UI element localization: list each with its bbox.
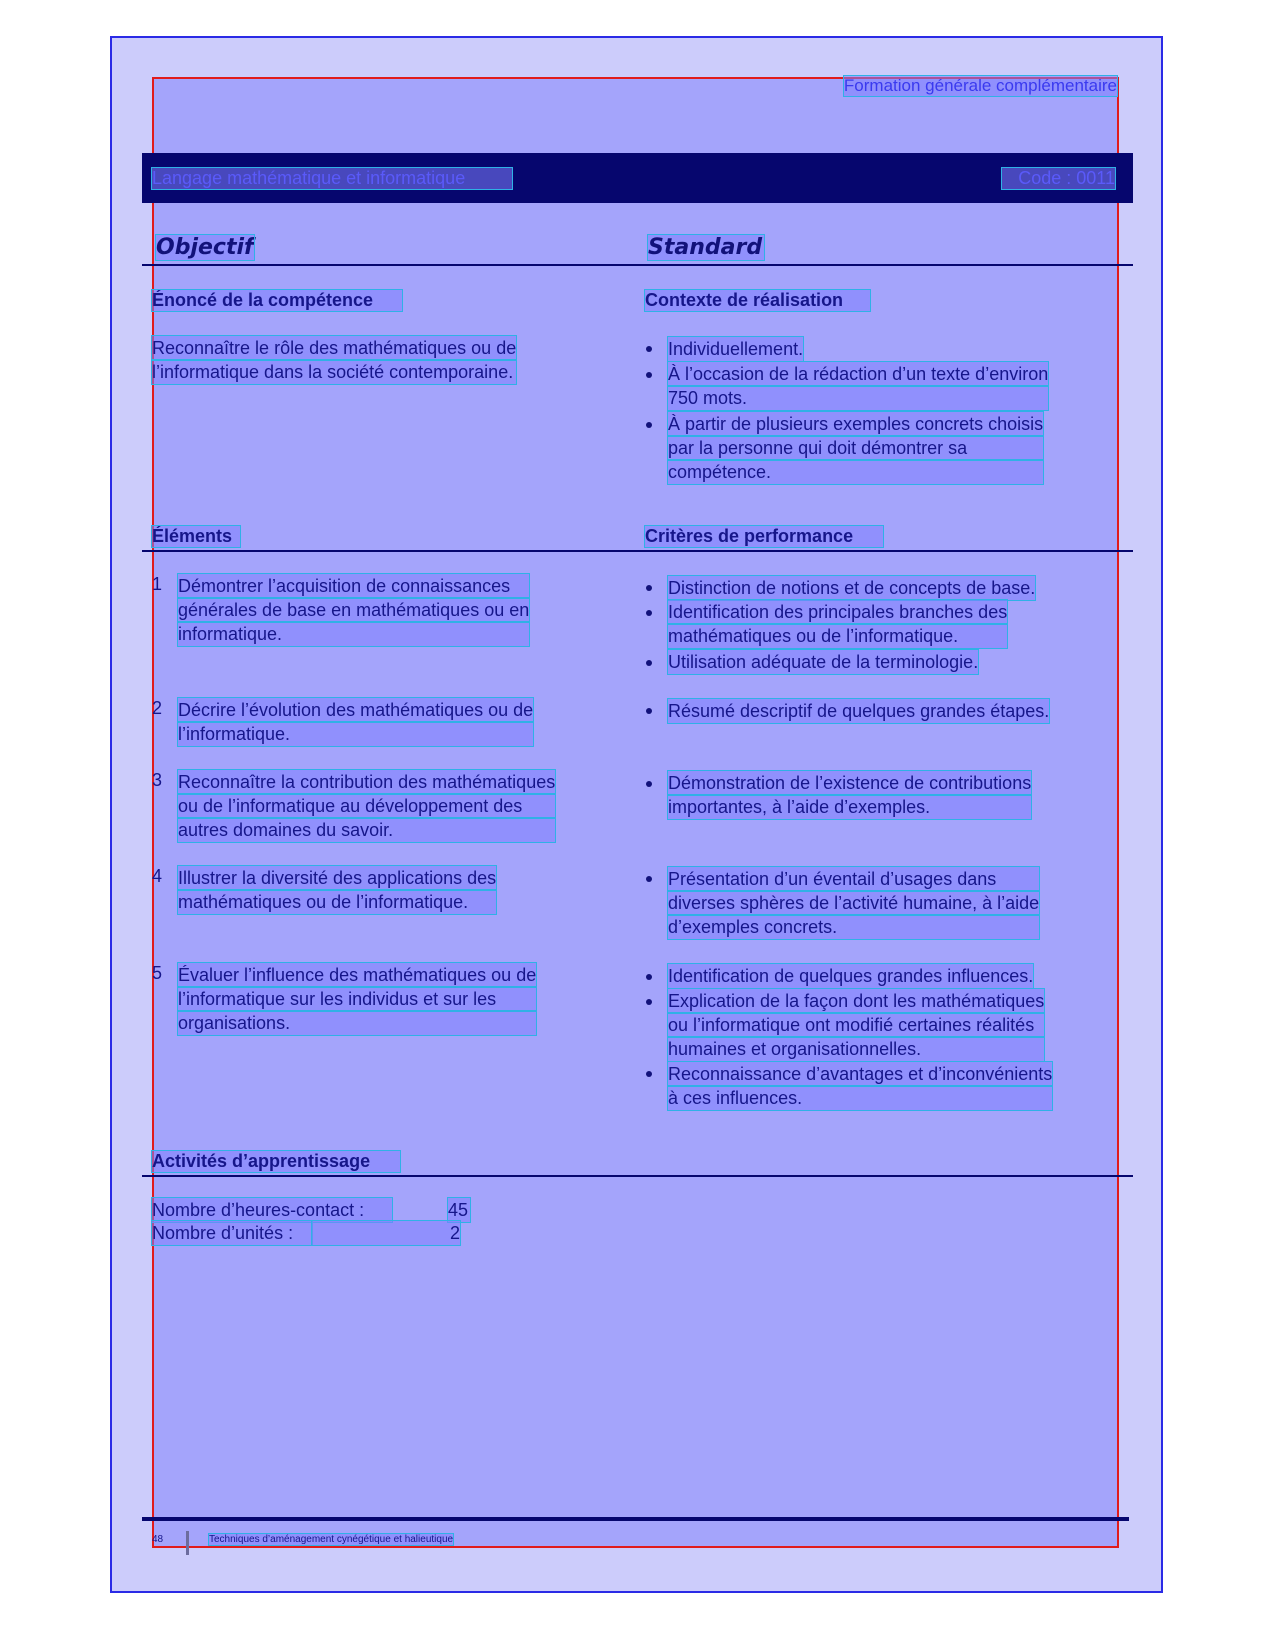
element-line: Reconnaître la contribution des mathématiques [178, 772, 556, 792]
criterion-item [668, 576, 1035, 600]
activites-heading: Activités d’apprentissage [152, 1151, 400, 1172]
element-line: l’informatique sur les individus et sur les [178, 987, 536, 1011]
criterion-item [668, 600, 1007, 648]
element-number: 4 [152, 866, 163, 886]
contexte-item-line: À l’occasion de la rédaction d’un texte d’environ [668, 364, 1049, 384]
competence-line: l’informatique dans la société contemporaine. [152, 360, 516, 384]
element-line: mathématiques ou de l’informatique. [178, 890, 496, 914]
element-number: 3 [152, 770, 163, 790]
criterion-item [668, 650, 978, 674]
bullet-icon [646, 999, 652, 1005]
bullet-icon [646, 422, 652, 428]
contexte-item-line: Individuellement. [668, 339, 804, 359]
criterion-line: mathématiques ou de l’informatique. [668, 624, 1007, 648]
criterion-line: Identification des principales branches des [668, 602, 1008, 622]
element-line: Démontrer l’acquisition de connaissances [178, 574, 529, 598]
footer-rule [142, 1517, 1129, 1521]
element-number: 1 [152, 574, 163, 594]
bullet-icon [646, 876, 652, 882]
element-statement [178, 866, 496, 914]
element-line: Illustrer la diversité des applications des [178, 868, 497, 888]
element-line: générales de base en mathématiques ou en [178, 600, 530, 620]
criterion-line: d’exemples concrets. [668, 915, 1039, 939]
bullet-icon [646, 781, 652, 787]
divider [142, 264, 1133, 266]
competence-statement [152, 336, 516, 384]
divider [142, 1175, 1133, 1177]
criterion-item [668, 699, 1049, 723]
divider [142, 550, 1133, 552]
element-statement [178, 698, 533, 746]
bullet-icon [646, 372, 652, 378]
criterion-item [668, 1062, 1052, 1110]
contexte-item-line: compétence. [668, 460, 1043, 484]
element-number: 5 [152, 963, 163, 983]
criterion-item [668, 964, 1033, 988]
criterion-line: importantes, à l’aide d’exemples. [668, 795, 1031, 819]
hours-value: 45 [448, 1200, 469, 1220]
bullet-icon [646, 610, 652, 616]
contexte-item [668, 362, 1048, 410]
criterion-line: Reconnaissance d’avantages et d’inconvénients [668, 1064, 1053, 1084]
course-title: Langage mathématique et informatique [152, 168, 512, 189]
bullet-icon [646, 585, 652, 591]
element-number: 2 [152, 698, 163, 718]
competence-line: Reconnaître le rôle des mathématiques ou de [152, 338, 517, 358]
element-statement [178, 770, 555, 842]
criteres-heading: Critères de performance [645, 526, 883, 547]
criterion-line: Explication de la façon dont les mathématiques [668, 991, 1045, 1011]
bullet-icon [646, 1071, 652, 1077]
criterion-line: Démonstration de l’existence de contributions [668, 773, 1032, 793]
criterion-line: Distinction de notions et de concepts de base. [668, 578, 1036, 598]
bullet-icon [646, 346, 652, 352]
element-line: Évaluer l’influence des mathématiques ou de [178, 965, 537, 985]
objectif-heading: Objectif [156, 235, 254, 260]
criterion-item [668, 771, 1031, 819]
elements-heading: Éléments [152, 526, 240, 547]
element-line: l’informatique. [178, 722, 533, 746]
bullet-icon [646, 660, 652, 666]
criterion-item [668, 989, 1044, 1061]
criterion-line: à ces influences. [668, 1086, 1052, 1110]
units-label: Nombre d’unités : [152, 1221, 312, 1245]
element-line: organisations. [178, 1011, 536, 1035]
contexte-heading: Contexte de réalisation [645, 290, 870, 311]
contexte-item-line: 750 mots. [668, 386, 1048, 410]
criterion-line: diverses sphères de l’activité humaine, à l’aide [668, 893, 1040, 913]
contexte-item [668, 412, 1043, 484]
element-statement [178, 963, 536, 1035]
criterion-item [668, 867, 1039, 939]
footer-program: Techniques d’aménagement cynégétique et halieutique [209, 1534, 454, 1545]
footer-separator [186, 1531, 189, 1555]
element-line: ou de l’informatique au développement des [178, 794, 555, 818]
element-statement [178, 574, 529, 646]
program-title: Formation générale complémentaire [843, 76, 1117, 95]
competence-heading: Énoncé de la compétence [152, 290, 402, 311]
page-number: 48 [152, 1534, 164, 1545]
criterion-line: Présentation d’un éventail d’usages dans [668, 867, 1039, 891]
criterion-line: Utilisation adéquate de la terminologie. [668, 652, 979, 672]
criterion-line: humaines et organisationnelles. [668, 1037, 1044, 1061]
bullet-icon [646, 974, 652, 980]
criterion-line: Résumé descriptif de quelques grandes étapes. [668, 701, 1050, 721]
course-code: Code : 0011 [1002, 168, 1115, 189]
units-value: 2 [312, 1221, 460, 1245]
standard-heading: Standard [648, 235, 763, 260]
element-line: informatique. [178, 622, 529, 646]
contexte-item [668, 337, 803, 361]
bullet-icon [646, 708, 652, 714]
contexte-item-line: par la personne qui doit démontrer sa [668, 436, 1043, 460]
element-line: autres domaines du savoir. [178, 818, 555, 842]
criterion-line: Identification de quelques grandes influences. [668, 966, 1034, 986]
hours-label: Nombre d’heures-contact : [152, 1198, 392, 1222]
element-line: Décrire l’évolution des mathématiques ou de [178, 700, 534, 720]
criterion-line: ou l’informatique ont modifié certaines réalités [668, 1013, 1044, 1037]
contexte-item-line: À partir de plusieurs exemples concrets choisis [668, 414, 1044, 434]
